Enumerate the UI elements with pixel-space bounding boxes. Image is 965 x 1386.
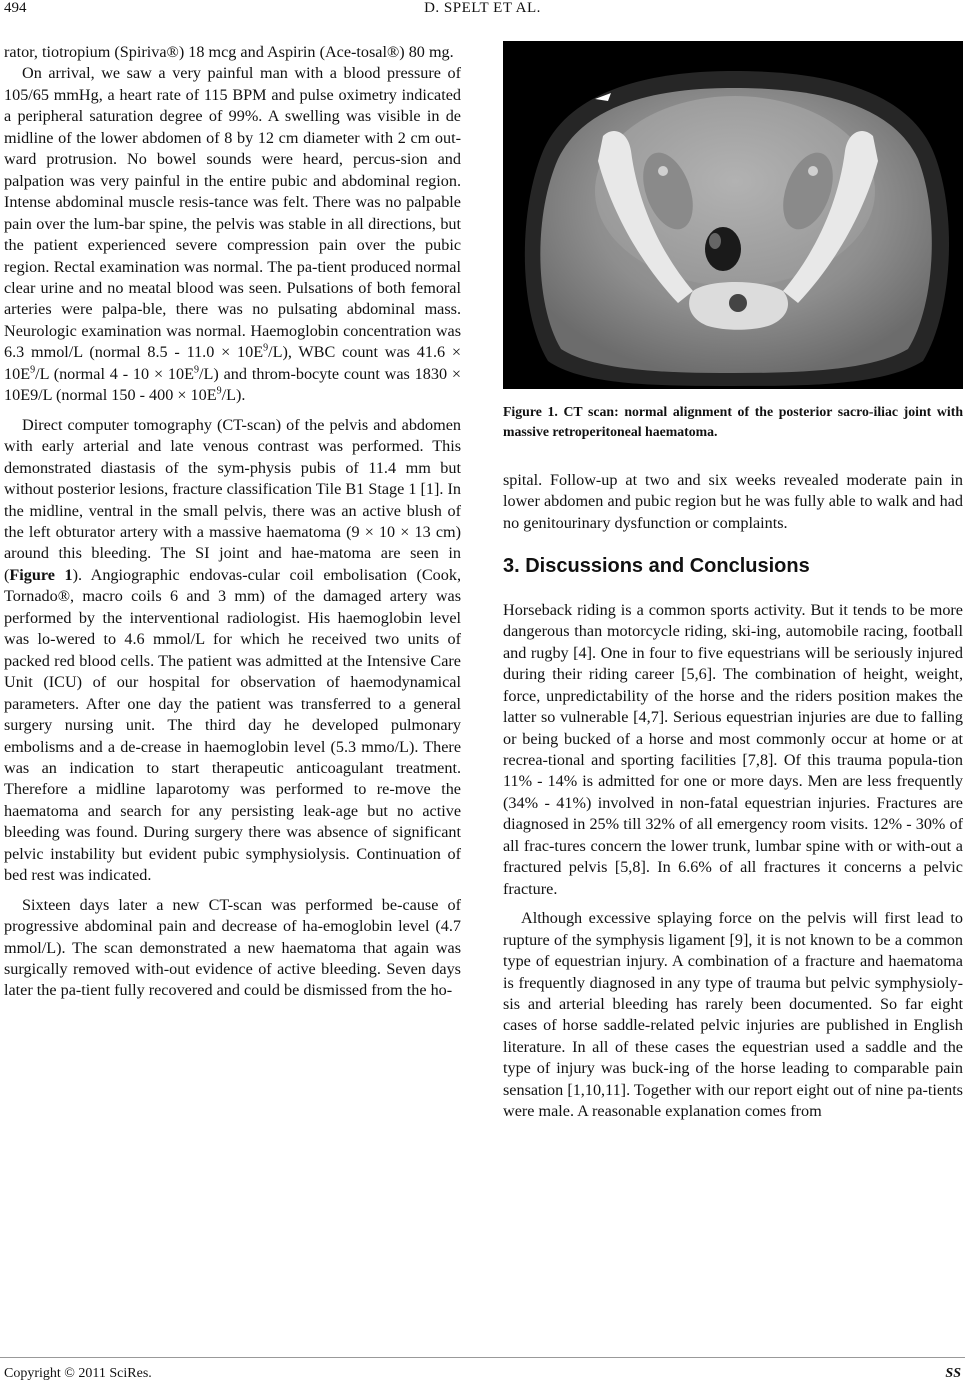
paragraph-arrival: On arrival, we saw a very painful man with a blood pressure of 105/65 mmHg, a heart rate of 115 BPM and pulse oximetry indicated a peripheral saturation degree of 99%. A swelling was visible in de midline of the lower abdomen of 8 by 12 cm diameter with 2 cm out-ward protrusion. No bowel sounds were heard, percus-sion and palpation was very painful in the entire pubic and abdominal region. Intense abdominal muscle resis-tance was felt. There was no palpable pain over the lum-bar spine, the pelvis was stable in all directions, but the patient experienced severe compression pain over the pubic region. Rectal examination was normal. The pa-tient produced normal clear urine and no meatal blood was seen. Pulsations of both femoral arteries were palpa-ble, there was no pulsating abdominal mass. Neurologic examination was normal. Haemoglobin concentration was 6.3 mmol/L (normal $8.5 - 11.0 \times 10E^9/L$), WBC count was $41.6 \times 10E^9/L$ (normal $4 - 10 \times 10E^9/L$) and throm-bocyte count was 1830 × 10E9/L (normal $150 - 400 \times 10E^9/L$). — [4, 64, 462, 405]
figure-caption: Figure 1. CT scan: normal alignment of the posterior sacro-iliac joint with massive retroperitoneal haematoma. — [503, 404, 963, 439]
page-number: 494 — [4, 0, 27, 16]
paragraph-medication: rator, tiotropium (Spiriva®) 18 mcg and Aspirin (Ace-tosal®) 80 mg. — [4, 43, 454, 61]
right-column — [503, 470, 963, 1123]
paragraph-splaying-force: Although excessive splaying force on the pelvis will first lead to rupture of the symphysis ligament [9], it is not known to be a common type of equestrian injury. A combination of a fracture and haematoma is frequently diagnosed in any type of trauma but pelvic symphysioly-sis and arterial bleeding has rarely been documented. So far eight cases of horse saddle-related pelvic injuries are published in English literature. In all of these cases the equestrian used a saddle and the type of injury was buck-ing of the horse leading to comparable pain sensation [1,10,11]. Together with our report eight out of nine pa-tients were male. A reasonable explanation comes from — [503, 909, 963, 1121]
copyright-notice: Copyright © 2011 SciRes. — [4, 1366, 152, 1381]
figure-reference-link[interactable]: Figure 1 — [9, 565, 73, 584]
footer-rule — [0, 1357, 965, 1358]
ct-scan-image — [503, 41, 963, 389]
left-column — [4, 42, 461, 1002]
journal-abbreviation: SS — [945, 1366, 961, 1381]
paragraph-horseback-riding: Horseback riding is a common sports activity. But it tends to be more dangerous than motorcycle riding, ski-ing, automobile racing, football and rugby [4]. One in four to five equestrians will be seriously injured during their riding career [5,6]. The combination of height, weight, force, unpredictability of the horse and the riders position makes the latter so vulnerable [4,7]. Serious equestrian injuries are due to falling or being bucked of a horse and most commonly occur at home or at recrea-tional and sporting facilities [7,8]. Of this trauma popula-tion 11% - 14% is admitted for one or more days. Men are less frequently (34% - 41%) involved in non-fatal equestrian injuries. Fractures are diagnosed in 25% till 32% of all emergency room visits. 12% - 30% of all frac-tures concern the lower trunk, lumbar spine with or with-out a fractured pelvis [5,8]. In 6.6% of all fractures it concerns a pelvic fracture. — [503, 600, 963, 898]
paragraph-ct-scan: Direct computer tomography (CT-scan) of the pelvis and abdomen with early arterial and late venous contrast was performed. This demonstrated diastasis of the sym-physis pubis of 11.4 mm but without posterior lesions, fracture classification Tile B1 Stage 1 [1]. In the midline, ventral in the small pelvis, there was an active blush of the left obturator artery with a massive haematoma (9 × 10 × 13 cm) around this bleeding. The SI joint and hae-matoma are seen in (Figure 1). Angiographic endovas-cular coil embolisation (Cook, Tornado®, macro coils 6 and 3 mm) of the damaged artery was performed by the interventional radiologist. His haemoglobin level was lo-wered to 4.6 mmol/L for which he received two units of packed red blood cells. The patient was admitted at the Intensive Care Unit (ICU) of our hospital for observation of haemodynamical parameters. After one day the patient was transferred to a general surgery nursing unit. The third day he developed pulmonary embolisms and a de-crease in haemoglobin level (5.3 mmo/L). There was an indication to start therapeutic anticoagulant treatment. Therefore a midline laparotomy was performed to re-move the haematoma and search for any persisting leak-age but no active bleeding was found. During surgery there was absence of significant pelvic instability but evident pubic symphysiolysis. Continuation of bed rest was indicated. — [4, 415, 461, 885]
paragraph-discharge: spital. Follow-up at two and six weeks revealed moderate pain in lower abdomen and pubic region but he was fully able to walk and had no genitourinary dysfunction or complaints. — [503, 471, 963, 532]
ct-scan-figure — [503, 41, 963, 389]
running-title: D. SPELT ET AL. — [424, 0, 541, 16]
section-heading: 3. Discussions and Conclusions — [503, 555, 810, 578]
paragraph-follow-up-scan: Sixteen days later a new CT-scan was performed be-cause of progressive abdominal pain and decrease of ha-emoglobin level (4.7 mmol/L). The scan demonstrated a new haematoma that again was surgically removed with-out evidence of active bleeding. Seven days later the pa-tient fully recovered and could be dismissed from the ho- — [4, 895, 461, 1000]
